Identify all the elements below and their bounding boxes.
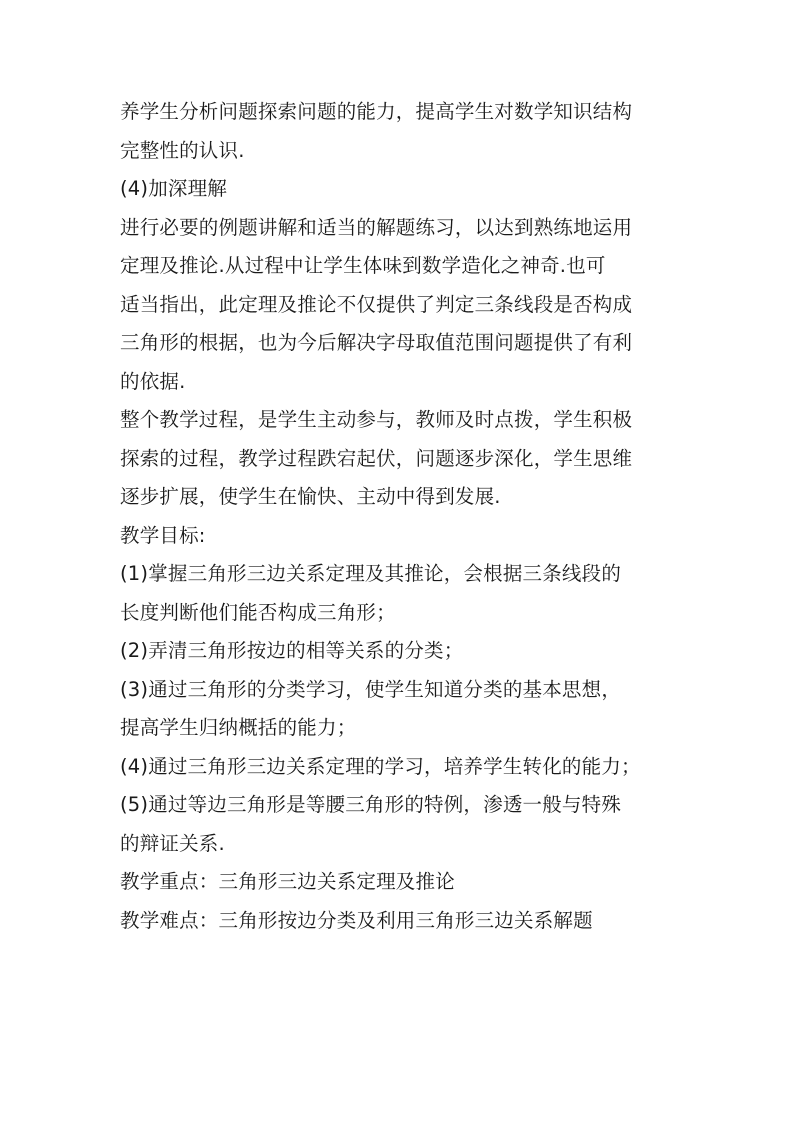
text-line: 长度判断他们能否构成三角形；: [120, 600, 396, 624]
objective-item: (5)通过等边三角形是等腰三角形的特例，渗透一般与特殊: [120, 793, 622, 816]
text-line: 三角形的根据，也为今后解决字母取值范围问题提供了有利: [120, 331, 633, 354]
text-line: 适当指出，此定理及推论不仅提供了判定三条线段是否构成: [120, 292, 633, 316]
key-point: 教学重点：三角形三边关系定理及推论: [120, 870, 455, 893]
objective-item: (1)掌握三角形三边关系定理及其推论，会根据三条线段的: [120, 562, 622, 585]
document-body: [120, 93, 680, 940]
text-line: 的辩证关系.: [120, 831, 225, 855]
section-heading: 教学目标:: [120, 523, 206, 547]
text-line: 定理及推论.从过程中让学生体味到数学造化之神奇.也可: [120, 254, 606, 277]
text-line: 逐步扩展，使学生在愉快、主动中得到发展.: [120, 485, 501, 508]
objective-item: (2)弄清三角形按边的相等关系的分类；: [120, 639, 464, 662]
text-line: 探索的过程，教学过程跌宕起伏，问题逐步深化，学生思维: [120, 446, 633, 470]
text-line: 整个教学过程，是学生主动参与，教师及时点拨，学生积极: [120, 408, 633, 431]
difficult-point: 教学难点：三角形按边分类及利用三角形三边关系解题: [120, 908, 593, 932]
objective-item: (4)通过三角形三边关系定理的学习，培养学生转化的能力；: [120, 754, 641, 778]
text-line: 提高学生归纳概括的能力；: [120, 716, 357, 739]
text-line: 进行必要的例题讲解和适当的解题练习，以达到熟练地运用: [120, 215, 633, 239]
objective-item: (3)通过三角形的分类学习，使学生知道分类的基本思想，: [120, 677, 622, 701]
section-heading: (4)加深理解: [120, 177, 228, 200]
text-line: 的依据.: [120, 369, 186, 393]
text-line: 养学生分析问题探索问题的能力，提高学生对数学知识结构: [120, 100, 633, 123]
text-line: 完整性的认识.: [120, 138, 245, 162]
